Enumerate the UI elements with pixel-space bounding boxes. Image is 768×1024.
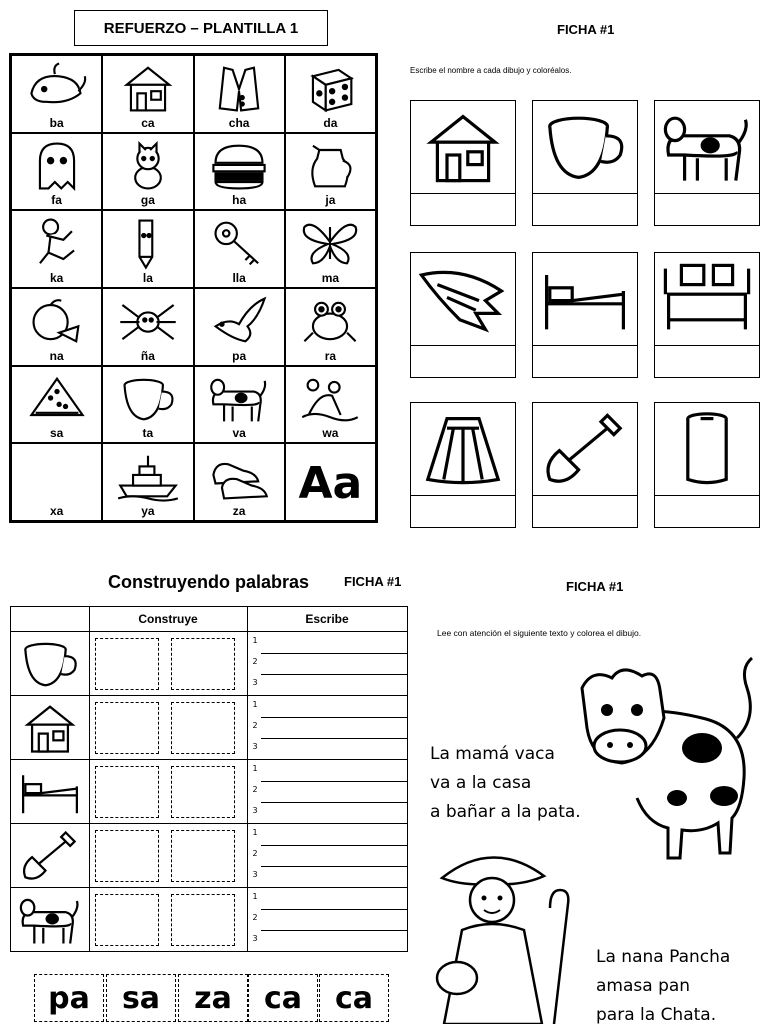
water-polo-icon xyxy=(298,371,362,427)
card-picture xyxy=(533,403,637,495)
syllable-cell-lla xyxy=(194,210,285,288)
syllable-label: ta xyxy=(142,426,154,441)
syllable-cell-ta xyxy=(102,366,193,444)
syllable-cell-cell-23 xyxy=(285,443,376,521)
syllable-cell-cha xyxy=(194,55,285,133)
picture-card xyxy=(410,252,516,378)
syllable-label: ya xyxy=(141,503,155,518)
syllable-label: ña xyxy=(140,348,155,363)
card-picture xyxy=(655,101,759,193)
construyendo-title: Construyendo palabras xyxy=(108,572,310,592)
line-number: 3 xyxy=(252,870,258,879)
line-number: 2 xyxy=(252,785,258,794)
syllable-label: ka xyxy=(49,270,64,285)
syllable-slot[interactable] xyxy=(95,830,159,882)
syllable-label: wa xyxy=(322,426,339,441)
line-number: 1 xyxy=(252,700,258,709)
answer-box[interactable] xyxy=(410,345,516,378)
write-lines[interactable] xyxy=(261,696,407,760)
construye-row xyxy=(11,759,407,823)
frog-icon xyxy=(298,293,362,349)
spider-icon xyxy=(116,293,180,349)
poem-2-line-2: amasa pan xyxy=(596,976,691,996)
write-lines[interactable] xyxy=(261,632,407,696)
row-picture xyxy=(15,828,85,888)
construye-row xyxy=(11,631,407,695)
line-number: 3 xyxy=(252,678,258,687)
page-title xyxy=(74,10,328,46)
syllable-cell-la xyxy=(102,210,193,288)
cow-icon xyxy=(659,107,755,187)
poem-1 xyxy=(430,740,581,827)
picture-card xyxy=(410,402,516,528)
syllable-label: ra xyxy=(324,348,337,363)
house-icon xyxy=(116,60,180,116)
card-picture xyxy=(411,403,515,495)
syllable-label: ca xyxy=(141,115,155,130)
can-icon xyxy=(659,409,755,489)
ficha-label-top: FICHA #1 xyxy=(557,22,615,37)
syllable-card-ca[interactable]: ca xyxy=(248,974,318,1022)
bed-icon xyxy=(537,259,633,339)
syllable-label: ma xyxy=(321,270,340,285)
syllable-slot[interactable] xyxy=(171,702,235,754)
col-escribe-header: Escribe xyxy=(305,612,349,626)
syllable-label: xa xyxy=(49,503,64,518)
syllable-label: va xyxy=(232,426,246,441)
key-icon xyxy=(207,215,271,271)
poem-2-line-1: La nana Pancha xyxy=(596,947,731,967)
skirt-icon xyxy=(415,409,511,489)
line-number: 3 xyxy=(252,806,258,815)
syllable-cell-sa xyxy=(11,366,102,444)
house-icon xyxy=(15,700,85,756)
syllable-slot[interactable] xyxy=(171,894,235,946)
karate-kid-icon xyxy=(25,215,89,271)
write-lines[interactable] xyxy=(261,824,407,888)
card-picture xyxy=(655,403,759,495)
line-number: 1 xyxy=(252,828,258,837)
pencil-icon xyxy=(116,215,180,271)
syllable-slot[interactable] xyxy=(95,894,159,946)
line-number: 3 xyxy=(252,742,258,751)
line-number: 2 xyxy=(252,849,258,858)
syllable-cell-ra xyxy=(285,288,376,366)
orange-icon xyxy=(25,293,89,349)
cow-icon xyxy=(15,892,85,948)
shovel-icon xyxy=(15,828,85,884)
syllable-label: sa xyxy=(49,426,64,441)
answer-box[interactable] xyxy=(654,345,760,378)
picture-card xyxy=(654,100,760,226)
cup-icon xyxy=(116,371,180,427)
construye-row xyxy=(11,823,407,887)
ficha-label-reading: FICHA #1 xyxy=(566,579,624,594)
butterfly-icon xyxy=(298,215,362,271)
syllable-cell-ha xyxy=(194,133,285,211)
syllable-slot[interactable] xyxy=(95,766,159,818)
syllable-label: lla xyxy=(232,270,246,285)
syllable-cell-fa xyxy=(11,133,102,211)
picture-card xyxy=(532,100,638,226)
syllable-cell-ña xyxy=(102,288,193,366)
cow-icon xyxy=(207,371,271,427)
picture-card xyxy=(410,100,516,226)
jug-icon xyxy=(298,138,362,194)
answer-box[interactable] xyxy=(532,495,638,528)
syllable-cell-da xyxy=(285,55,376,133)
syllable-cell-va xyxy=(194,366,285,444)
poem-1-line-2: va a la casa xyxy=(430,773,532,793)
line-number: 1 xyxy=(252,764,258,773)
syllable-label: ga xyxy=(140,193,155,208)
watermelon-icon xyxy=(25,371,89,427)
row-picture xyxy=(15,764,85,824)
card-picture xyxy=(655,253,759,345)
construye-row xyxy=(11,887,407,951)
house-icon xyxy=(415,107,511,187)
picture-card xyxy=(654,402,760,528)
syllable-grid xyxy=(9,53,378,523)
vest-icon xyxy=(207,60,271,116)
row-picture xyxy=(15,700,85,760)
poem-2 xyxy=(596,943,730,1024)
poem-1-line-3: a bañar a la pata. xyxy=(430,802,581,822)
dove-icon xyxy=(207,293,271,349)
syllable-card-za[interactable]: za xyxy=(178,974,248,1022)
line-number: 2 xyxy=(252,657,258,666)
row-picture xyxy=(15,892,85,952)
syllable-slot[interactable] xyxy=(171,638,235,690)
syllable-cell-ga xyxy=(102,133,193,211)
syllable-card-pa[interactable]: pa xyxy=(34,974,104,1022)
poem-2-line-3: para la Chata. xyxy=(596,1005,717,1024)
answer-box[interactable] xyxy=(532,345,638,378)
ghost-icon xyxy=(25,138,89,194)
row-picture xyxy=(15,636,85,696)
syllable-label: za xyxy=(232,503,246,518)
cat-icon xyxy=(116,138,180,194)
syllable-cell-ma xyxy=(285,210,376,288)
reading-cow-icon xyxy=(552,648,764,863)
write-names-instruction: Escribe el nombre a cada dibujo y coloréalos. xyxy=(410,66,572,75)
answer-box[interactable] xyxy=(410,193,516,226)
syllable-slot[interactable] xyxy=(95,702,159,754)
syllable-cell-wa xyxy=(285,366,376,444)
card-picture xyxy=(533,253,637,345)
syllable-cell-xa xyxy=(11,443,102,521)
card-picture xyxy=(411,101,515,193)
construye-row xyxy=(11,695,407,759)
syllable-slot[interactable] xyxy=(171,830,235,882)
living-room-icon xyxy=(659,259,755,339)
shovel-icon xyxy=(537,409,633,489)
big-aa-letters: Aa xyxy=(298,458,363,510)
line-number: 1 xyxy=(252,636,258,645)
syllable-cell-ba xyxy=(11,55,102,133)
card-picture xyxy=(533,101,637,193)
syllable-cell-ja xyxy=(285,133,376,211)
card-picture xyxy=(411,253,515,345)
wing-icon xyxy=(415,259,511,339)
syllable-card-sa[interactable]: sa xyxy=(106,974,176,1022)
write-lines[interactable] xyxy=(261,888,407,952)
syllable-label: na xyxy=(49,348,64,363)
syllable-cell-ca xyxy=(102,55,193,133)
syllable-cell-pa xyxy=(194,288,285,366)
page-title-text: REFUERZO – PLANTILLA 1 xyxy=(103,19,299,37)
line-number: 1 xyxy=(252,892,258,901)
syllable-label: da xyxy=(323,115,338,130)
syllable-cell-ka xyxy=(11,210,102,288)
cup-icon xyxy=(15,636,85,692)
syllable-slot[interactable] xyxy=(171,766,235,818)
syllable-label: la xyxy=(142,270,153,285)
reading-instruction: Lee con atención el siguiente texto y colorea el dibujo. xyxy=(437,628,642,638)
syllable-label: pa xyxy=(232,348,247,363)
construyendo-table xyxy=(10,606,408,952)
answer-box[interactable] xyxy=(654,495,760,528)
picture-card xyxy=(532,402,638,528)
shoes-icon xyxy=(207,448,271,504)
syllable-label: fa xyxy=(51,193,62,208)
picture-card xyxy=(654,252,760,378)
dice-icon xyxy=(298,60,362,116)
bed-icon xyxy=(15,764,85,820)
syllable-cell-ya xyxy=(102,443,193,521)
yacht-icon xyxy=(116,448,180,504)
answer-box[interactable] xyxy=(532,193,638,226)
col-construye-header: Construye xyxy=(138,612,198,626)
syllable-label: ja xyxy=(325,193,336,208)
write-lines[interactable] xyxy=(261,760,407,824)
answer-box[interactable] xyxy=(654,193,760,226)
picture-card xyxy=(532,252,638,378)
syllable-cell-za xyxy=(194,443,285,521)
whale-icon xyxy=(25,60,89,116)
syllable-slot[interactable] xyxy=(95,638,159,690)
line-number: 2 xyxy=(252,913,258,922)
syllable-label: ba xyxy=(49,115,64,130)
syllable-label: ha xyxy=(232,193,247,208)
ficha-label-construyendo: FICHA #1 xyxy=(344,574,402,589)
syllable-card-ca[interactable]: ca xyxy=(319,974,389,1022)
hamburger-icon xyxy=(207,138,271,194)
line-number: 3 xyxy=(252,934,258,943)
poem-1-line-1: La mamá vaca xyxy=(430,744,555,764)
line-number: 2 xyxy=(252,721,258,730)
syllable-cell-na xyxy=(11,288,102,366)
answer-box[interactable] xyxy=(410,495,516,528)
cup-icon xyxy=(537,107,633,187)
shepherdess-icon xyxy=(432,838,572,1024)
syllable-label: cha xyxy=(228,115,250,130)
